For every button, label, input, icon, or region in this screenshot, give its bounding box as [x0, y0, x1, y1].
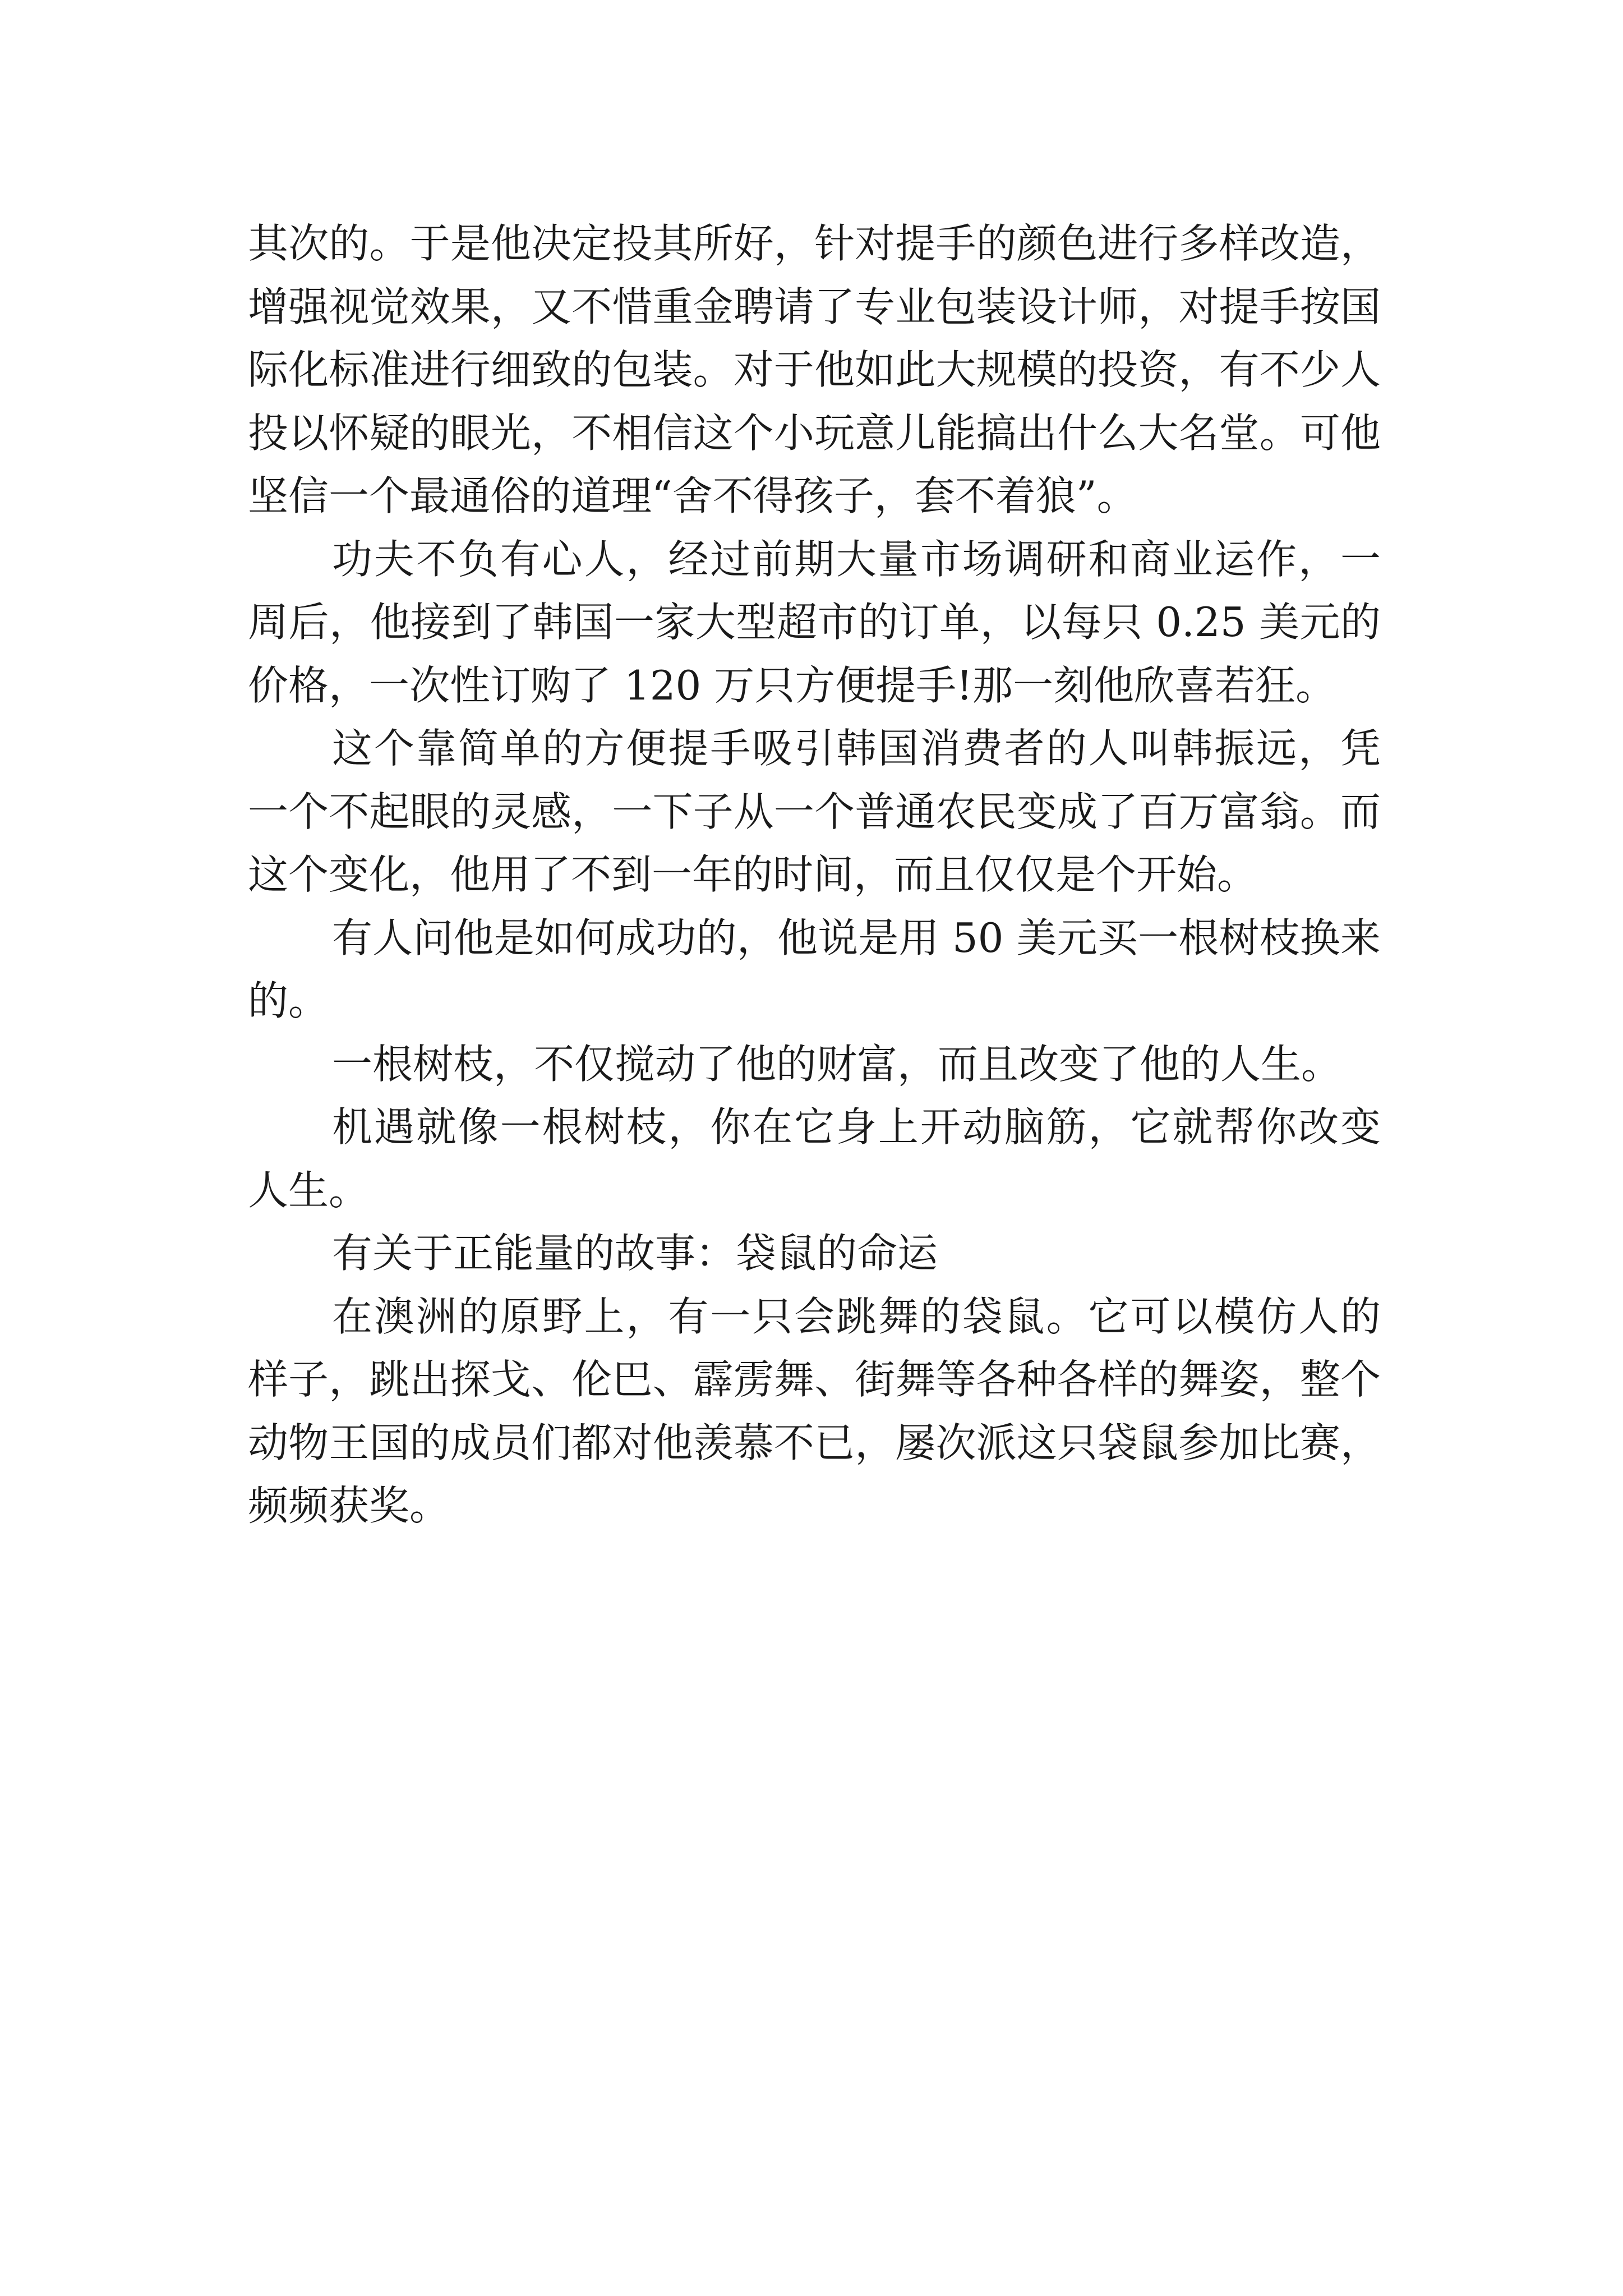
paragraph-kangaroo: 在澳洲的原野上，有一只会跳舞的袋鼠。它可以模仿人的样子，跳出探戈、伦巴、霹雳舞、街舞等各种各样的舞姿，整个动物王国的成员们都对他羡慕不已，屡次派这只袋鼠参加比赛，频频获奖。 — [248, 1292, 1381, 1529]
paragraph-how-succeeded: 有人问他是如何成功的，他说是用 50 美元买一根树枝换来的。 — [248, 914, 1381, 1024]
paragraph-branch-wealth: 一根树枝，不仅搅动了他的财富，而且改变了他的人生。 — [332, 1040, 1342, 1088]
paragraph-korean-order: 功夫不负有心人，经过前期大量市场调研和商业运作，一周后，他接到了韩国一家大型超市的订单，以每只 0.25 美元的价格，一次性订购了 120 万只方便提手!那一刻他欣喜若狂。 — [248, 535, 1381, 709]
paragraph-packaging: 其次的。于是他决定投其所好，针对提手的颜色进行多样改造，增强视觉效果，又不惜重金聘请了专业包装设计师，对提手按国际化标准进行细致的包装。对于他如此大规模的投资，有不少人投以怀疑的眼光，不相信这个小玩意儿能搞出什么大名堂。可他坚信一个最通俗的道理“舍不得孩子，套不着狼”。 — [248, 220, 1381, 519]
body-text — [248, 212, 1381, 1538]
story-heading: 有关于正能量的故事：袋鼠的命运 — [332, 1230, 938, 1277]
paragraph-opportunity: 机遇就像一根树枝，你在它身上开动脑筋，它就帮你改变人生。 — [248, 1103, 1381, 1214]
paragraph-han-zhenyuan: 这个靠简单的方便提手吸引韩国消费者的人叫韩振远，凭一个不起眼的灵感，一下子从一个普通农民变成了百万富翁。而这个变化，他用了不到一年的时间，而且仅仅是个开始。 — [248, 725, 1381, 898]
